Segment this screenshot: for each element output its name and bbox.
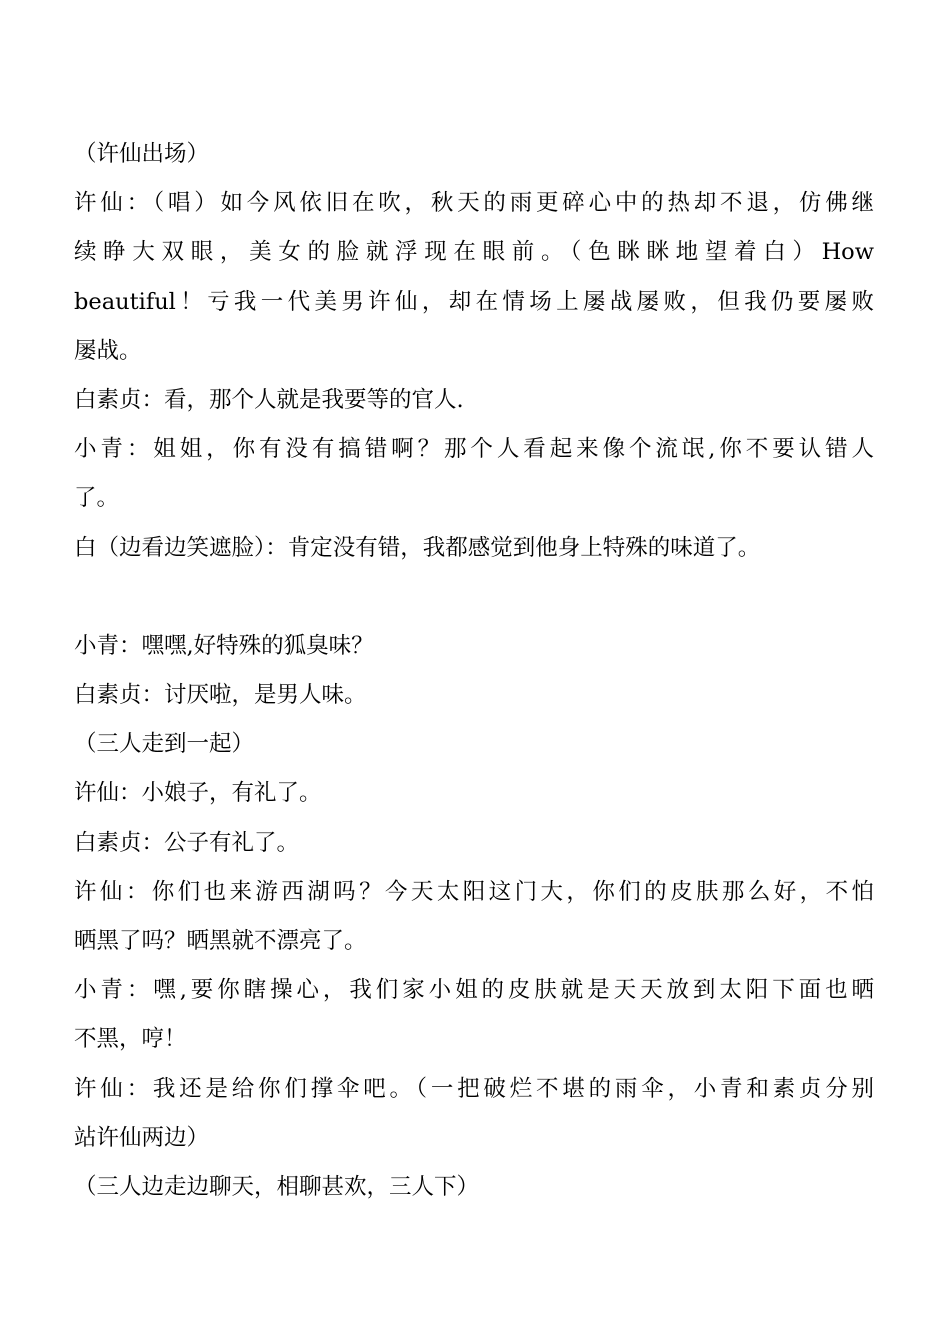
dialogue-line: 白素贞：讨厌啦，是男人味。 [74, 682, 367, 709]
dialogue-line: 小青：姐姐，你有没有搞错啊？那个人看起来像个流氓,你不要认错人 [74, 436, 874, 463]
dialogue-line: 许仙：小娘子，有礼了。 [74, 780, 322, 807]
dialogue-line: 小青：嘿嘿,好特殊的狐臭味？ [74, 632, 374, 659]
dialogue-line: 站许仙两边） [74, 1124, 210, 1151]
dialogue-line: 不黑，哼！ [74, 1026, 187, 1053]
dialogue-line: 了。 [74, 485, 120, 512]
blank-line [74, 573, 874, 622]
dialogue-line: 许仙：（唱）如今风依旧在吹，秋天的雨更碎心中的热却不退，仿佛继 [74, 190, 874, 217]
dialogue-line: beautiful！亏我一代美男许仙，却在情场上屡战屡败，但我仍要屡败 [74, 288, 874, 315]
stage-direction: （三人边走边聊天，相聊甚欢，三人下） [74, 1173, 480, 1200]
script-text [74, 130, 874, 1212]
dialogue-line: 续睁大双眼，美女的脸就浮现在眼前。（色眯眯地望着白）How [74, 239, 874, 266]
dialogue-line: 屡战。 [74, 337, 142, 364]
stage-direction: （三人走到一起） [74, 731, 255, 758]
stage-direction: （许仙出场） [74, 141, 210, 167]
dialogue-line: 小青：嘿,要你瞎操心，我们家小姐的皮肤就是天天放到太阳下面也晒 [74, 977, 874, 1004]
dialogue-line: 白（边看边笑遮脸）：肯定没有错，我都感觉到他身上特殊的味道了。 [74, 534, 761, 561]
dialogue-line: 晒黑了吗？晒黑就不漂亮了。 [74, 928, 367, 954]
dialogue-line: 白素贞：看，那个人就是我要等的官人. [74, 386, 464, 413]
dialogue-line: 白素贞：公子有礼了。 [74, 829, 300, 856]
dialogue-line: 许仙：我还是给你们撑伞吧。（一把破烂不堪的雨伞，小青和素贞分别 [74, 1075, 874, 1102]
dialogue-line: 许仙：你们也来游西湖吗？今天太阳这门大，你们的皮肤那么好，不怕 [74, 878, 874, 905]
